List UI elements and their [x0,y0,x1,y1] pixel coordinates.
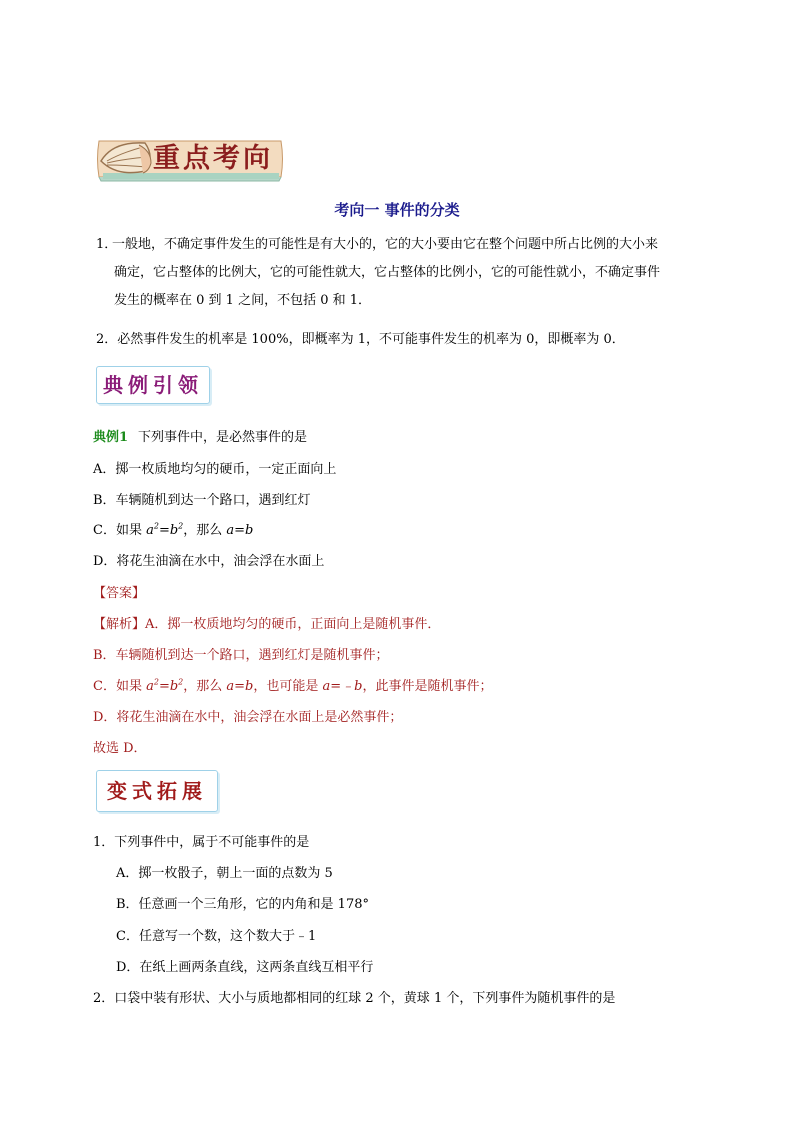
variant-question-2: 2．口袋中装有形状、大小与质地都相同的红球 2 个，黄球 1 个，下列事件为随机事件的是 [93,991,616,1006]
analysis-c [93,675,493,694]
analysis-c-prefix: C．如果 [93,679,147,694]
example-option-d: D．将花生油滴在水中，油会浮在水面上 [93,554,325,569]
analysis-c-formula-2: a=b [226,679,254,694]
analysis-d: D．将花生油滴在水中，油会浮在水面上是必然事件； [93,710,403,725]
example-option-b: B．车辆随机到达一个路口，遇到红灯 [93,493,311,508]
point-1-line-1: 一般地，不确定事件发生的可能性是有大小的，它的大小要由它在整个问题中所占比例的大小来 [112,237,659,252]
variant-q1-option-c: C．任意写一个数，这个数大于﹣1 [116,929,317,944]
variant-q1-option-a: A．掷一枚骰子，朝上一面的点数为 5 [116,866,333,881]
analysis-tag: 【解析】 [93,617,146,632]
analysis-c-suffix: ，此事件是随机事件； [362,679,493,694]
point-2: 2．必然事件发生的机率是 100%，即概率为 1，不可能事件发生的机率为 0，即概率为 0． [96,332,625,347]
analysis-c-formula-1: $a^2=b^2$ [146,677,184,694]
conclusion: 故选 D． [93,741,147,756]
banner-title: 重点考向 [153,143,273,174]
answer-tag: 【答案】 [93,586,146,601]
example-option-c [93,519,253,538]
point-1 [96,231,696,315]
option-c-prefix: C．如果 [93,523,147,538]
variant-question-1: 1．下列事件中，属于不可能事件的是 [93,835,310,850]
point-1-number: 1． [96,237,118,252]
section-title: 考向一 事件的分类 [334,201,460,219]
example-question-text: 下列事件中，是必然事件的是 [138,430,308,445]
example-question [93,426,307,445]
variant-tag: 变式拓展 [96,770,218,812]
key-points-banner [93,133,287,185]
option-c-mid: ，那么 [183,523,227,538]
analysis-a [93,613,440,632]
point-1-line-2: 确定，它占整体的比例大，它的可能性就大，它占整体的比例小，它的可能性就小，不确定事件 [114,265,661,280]
example-option-a: A．掷一枚质地均匀的硬币，一定正面向上 [93,462,337,477]
point-1-line-3: 发生的概率在 0 到 1 之间，不包括 0 和 1． [114,293,372,308]
analysis-c-mid: ，那么 [183,679,227,694]
analysis-a-text: A．掷一枚质地均匀的硬币，正面向上是随机事件． [145,617,441,632]
option-c-formula-2: a=b [226,523,254,538]
analysis-b: B．车辆随机到达一个路口，遇到红灯是随机事件； [93,648,389,663]
example-label: 典例1 [93,430,129,445]
example-tag: 典例引领 [96,366,210,404]
variant-q1-option-d: D．在纸上画两条直线，这两条直线互相平行 [116,960,374,975]
analysis-c-mid2: ，也可能是 [253,679,323,694]
variant-q1-option-b: B．任意画一个三角形，它的内角和是 178° [116,897,369,912]
analysis-c-formula-3: a=﹣b [322,679,363,694]
option-c-formula-1: $a^2=b^2$ [146,521,184,538]
